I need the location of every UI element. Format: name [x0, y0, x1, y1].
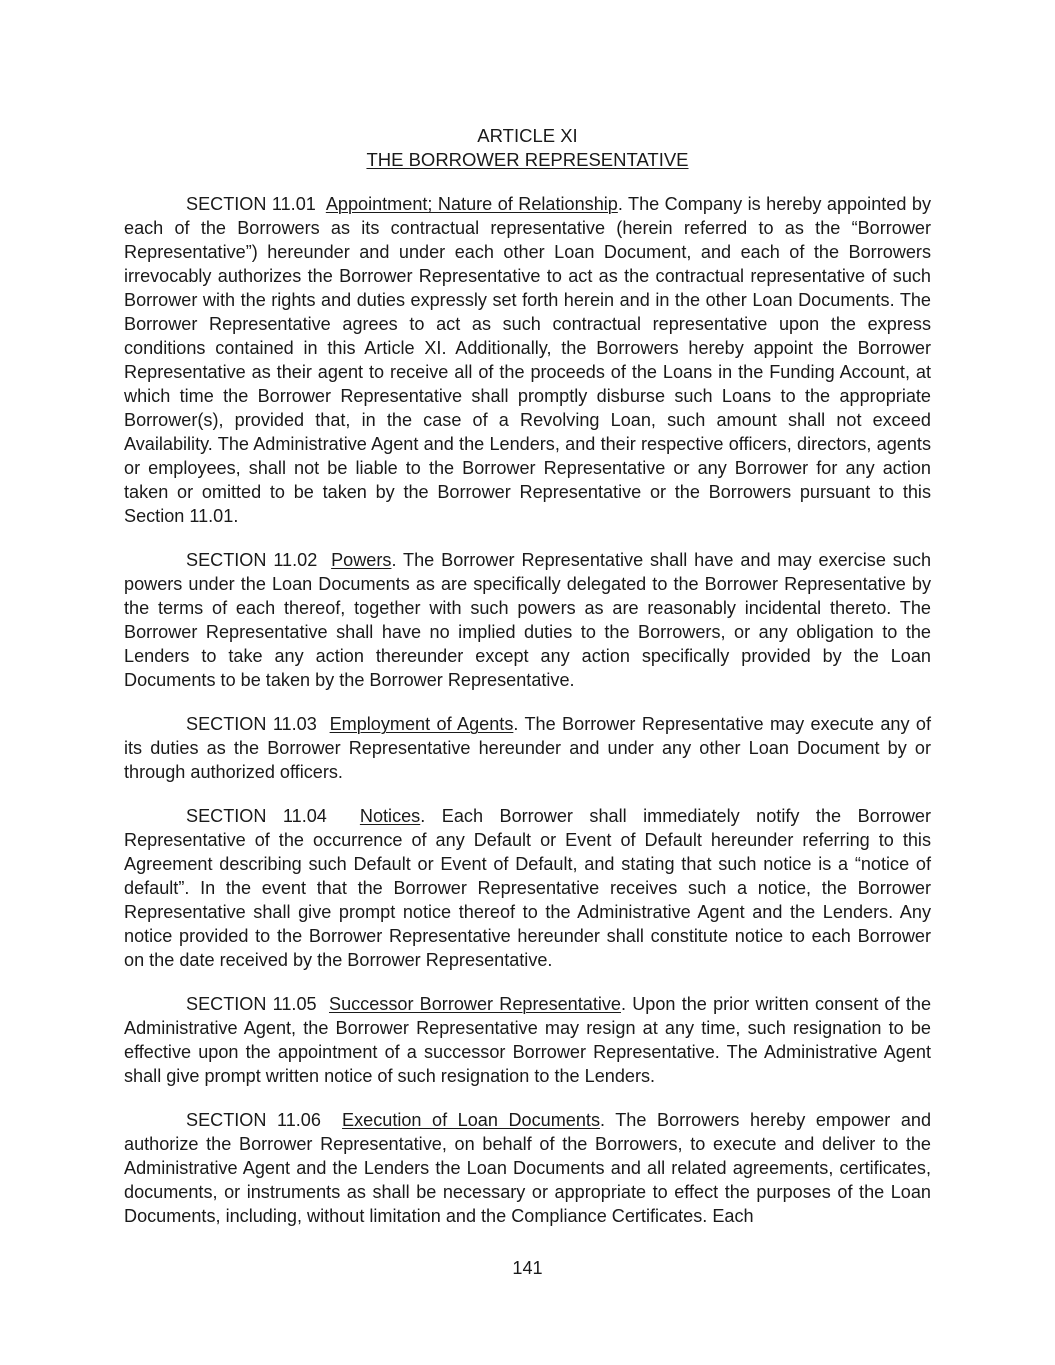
section-label: SECTION 11.04 — [186, 806, 327, 826]
article-title: THE BORROWER REPRESENTATIVE — [366, 149, 689, 170]
article-number: ARTICLE XI — [477, 125, 578, 146]
section-paragraph — [124, 1108, 931, 1228]
section-title: Execution of Loan Documents — [342, 1110, 600, 1130]
section-paragraph — [124, 192, 931, 528]
section-title: Notices — [359, 806, 421, 826]
section-label: SECTION 11.01 — [186, 194, 316, 214]
section-text: . The Borrower Representative may execute any of its duties as the Borrower Representative hereunder and under any other Loan Document by or through authorized officers. — [124, 714, 931, 782]
section-text: . The Company is hereby appointed by each of the Borrowers as its contractual representative (herein referred to as the “Borrower Representative”) hereunder and under each other Loan Document, and each of the Borrowers irrevocably authorizes the Borrower Representative to act as the contractual representative of such Borrower with the rights and duties expressly set forth herein and in the other Loan Documents. The Borrower Representative agrees to act as such contractual representative upon the express conditions contained in this Article XI. Additionally, the Borrowers hereby appoint the Borrower Representative as their agent to receive all of the proceeds of the Loans in the Funding Account, at which time the Borrower Representative shall promptly disburse such Loans to the appropriate Borrower(s), provided that, in the case of a Revolving Loan, such amount shall not exceed Availability. The Administrative Agent and the Lenders, and their respective officers, directors, agents or employees, shall not be liable to the Borrower Representative or any Borrower for any action taken or omitted to be taken by the Borrower Representative or the Borrowers pursuant to this Section 11.01. — [124, 194, 932, 526]
section-label: SECTION 11.02 — [186, 550, 318, 570]
section-text: . Each Borrower shall immediately notify the Borrower Representative of the occurrence of any Default or Event of Default hereunder referring to this Agreement describing such Default or Event of Default, and stating that such notice is a “notice of default”. In the event that the Borrower Representative receives such a notice, the Borrower Representative shall give prompt notice thereof to the Administrative Agent and the Lenders. Any notice provided to the Borrower Representative hereunder shall constitute notice to each Borrower on the date received by the Borrower Representative. — [124, 806, 931, 970]
section-text: . The Borrower Representative shall have and may exercise such powers under the Loan Documents as are specifically delegated to the Borrower Representative by the terms of each thereof, together with such powers as are reasonably incidental thereto. The Borrower Representative shall have no implied duties to the Borrowers, or any obligation to the Lenders to take any action thereunder except any action specifically provided by the Loan Documents to be taken by the Borrower Representative. — [124, 550, 932, 690]
section-title: Successor Borrower Representative — [329, 994, 621, 1014]
section-label: SECTION 11.06 — [186, 1110, 321, 1130]
section-label: SECTION 11.03 — [186, 714, 317, 734]
section-title: Powers — [331, 550, 392, 570]
section-text: . Upon the prior written consent of the Administrative Agent, the Borrower Representative may resign at any time, such resignation to be effective upon the appointment of a successor Borrower Representative. The Administrative Agent shall give prompt written notice of such resignation to the Lenders. — [124, 994, 932, 1086]
section-paragraph — [124, 804, 931, 972]
section-paragraph — [124, 548, 931, 692]
section-text: . The Borrowers hereby empower and authorize the Borrower Representative, on behalf of the Borrowers, to execute and deliver to the Administrative Agent and the Lenders the Loan Documents and all related agreements, certificates, documents, or instruments as shall be necessary or appropriate to effect the purposes of the Loan Documents, including, without limitation and the Compliance Certificates. Each — [124, 1110, 932, 1226]
section-title: Employment of Agents — [329, 714, 514, 734]
section-paragraph — [124, 712, 931, 784]
document-body — [124, 192, 931, 1228]
section-paragraph — [124, 992, 931, 1088]
section-label: SECTION 11.05 — [186, 994, 317, 1014]
page-number: 141 — [512, 1258, 543, 1278]
section-title: Appointment; Nature of Relationship — [325, 194, 618, 214]
